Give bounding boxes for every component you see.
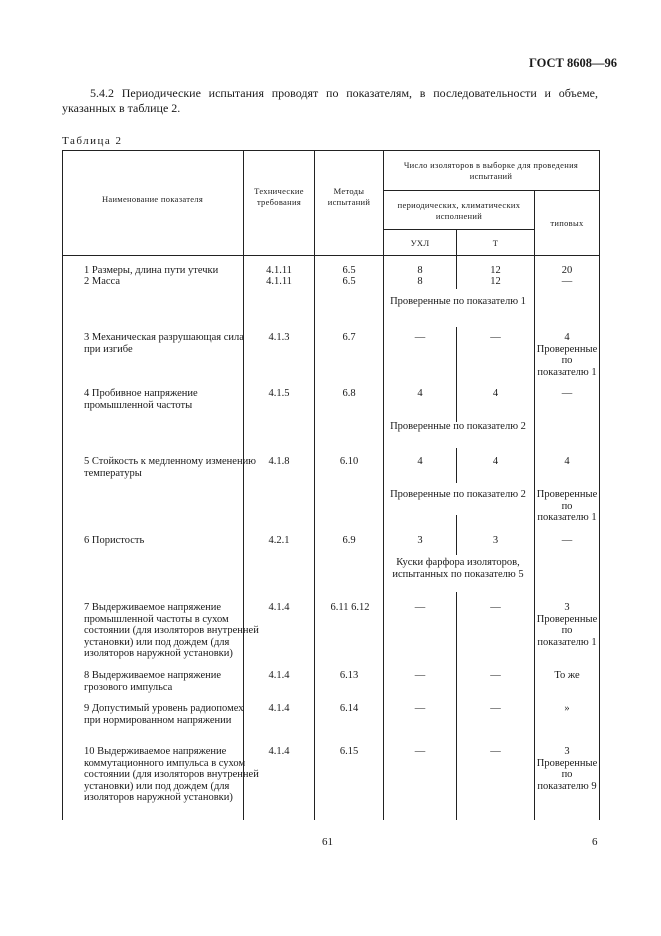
header-type: типовых bbox=[550, 218, 584, 228]
row-name: 4 Пробивное напряжение промышленной частоты bbox=[84, 388, 198, 411]
row-type: То же bbox=[554, 670, 580, 681]
row-uhl: — bbox=[414, 670, 426, 681]
row-type: — bbox=[561, 388, 573, 399]
row-t: — bbox=[490, 670, 501, 681]
row-t: 12 bbox=[490, 276, 501, 287]
row-method: 6.8 bbox=[342, 388, 356, 399]
row-type: » bbox=[564, 703, 570, 714]
row-tech: 4.1.4 bbox=[268, 746, 290, 757]
row-t: 4 bbox=[492, 388, 499, 399]
row-method: 6.9 bbox=[342, 535, 356, 546]
header-t: Т bbox=[492, 238, 499, 248]
note-r6: Проверенные по показателю 2 bbox=[390, 489, 526, 500]
row-t: — bbox=[490, 332, 501, 343]
row-uhl: 8 bbox=[417, 265, 423, 276]
row-name: 1 Размеры, длина пути утечки bbox=[84, 265, 219, 276]
row-name: 6 Пористость bbox=[84, 535, 145, 546]
header-tech: Технические требования bbox=[254, 186, 304, 207]
header-periodic: периодических, климатических исполнений bbox=[397, 200, 521, 221]
row-tech: 4.1.4 bbox=[268, 703, 290, 714]
row-t: 12 bbox=[490, 265, 501, 276]
row-name: 2 Масса bbox=[84, 276, 120, 287]
row-type: 3 Проверенные по показателю 9 bbox=[536, 746, 598, 792]
row-t: — bbox=[490, 602, 501, 613]
row-method: 6.13 bbox=[339, 670, 359, 681]
note-r6-type: Проверенные по показателю 1 bbox=[536, 489, 598, 523]
row-uhl: 4 bbox=[417, 388, 423, 399]
note-r5: Проверенные по показателю 2 bbox=[390, 421, 526, 432]
row-method: 6.10 bbox=[339, 456, 359, 467]
row-uhl: 8 bbox=[417, 276, 423, 287]
row-type: — bbox=[561, 276, 573, 287]
header-name: Наименование показателя bbox=[101, 194, 204, 204]
row-t: 4 bbox=[492, 456, 499, 467]
row-name: 8 Выдерживаемое напряжение грозового импульса bbox=[84, 670, 222, 693]
row-tech: 4.1.3 bbox=[268, 332, 290, 343]
row-type: 20 bbox=[561, 265, 573, 276]
row-method: 6.7 bbox=[342, 332, 356, 343]
row-uhl: — bbox=[414, 332, 426, 343]
row-tech: 4.1.8 bbox=[268, 456, 290, 467]
row-type: 4 bbox=[564, 456, 570, 467]
row-method: 6.5 bbox=[342, 265, 356, 276]
row-uhl: — bbox=[414, 703, 426, 714]
row-tech: 4.1.11 bbox=[266, 265, 292, 276]
row-uhl: 3 bbox=[417, 535, 423, 546]
row-method: 6.15 bbox=[339, 746, 359, 757]
note-r3: Проверенные по показателю 1 bbox=[390, 296, 526, 307]
row-name: 10 Выдерживаемое напряжение коммутационного импульса в сухом состоянии (для изоляторов внутренней установки) или под дождем (для изоляторов наружной установки) bbox=[84, 746, 259, 803]
row-tech: 4.1.5 bbox=[268, 388, 290, 399]
row-method: 6.14 bbox=[339, 703, 359, 714]
row-uhl: — bbox=[414, 746, 426, 757]
row-type: 4 Проверенные по показателю 1 bbox=[536, 332, 598, 378]
row-tech: 4.1.4 bbox=[268, 670, 290, 681]
row-method: 6.11 6.12 bbox=[330, 602, 370, 613]
page-number-center: 61 bbox=[322, 836, 333, 848]
table-caption: Таблица 2 bbox=[62, 135, 123, 147]
row-tech: 4.2.1 bbox=[268, 535, 290, 546]
standard-number: ГОСТ 8608—96 bbox=[528, 56, 617, 70]
row-uhl: 4 bbox=[417, 456, 423, 467]
row-tech: 4.1.11 bbox=[266, 276, 292, 287]
header-methods: Методы испытаний bbox=[327, 186, 371, 207]
row-name: 3 Механическая разрушающая сила при изгибе bbox=[84, 332, 244, 355]
page-number-right: 6 bbox=[592, 836, 598, 848]
header-count: Число изоляторов в выборке для проведения испытаний bbox=[403, 160, 579, 181]
row-tech: 4.1.4 bbox=[268, 602, 290, 613]
paragraph-text: 5.4.2 Периодические испытания проводят по показателям, в последовательности и объеме, указанных в таблице 2. bbox=[62, 86, 598, 115]
note-r7: Куски фарфора изоляторов, испытанных по показателю 5 bbox=[392, 557, 524, 580]
row-type: 3 Проверенные по показателю 1 bbox=[536, 602, 598, 648]
row-type: — bbox=[561, 535, 573, 546]
header-uhl: УХЛ bbox=[410, 238, 430, 248]
row-name: 9 Допустимый уровень радиопомех при нормированном напряжении bbox=[84, 703, 244, 726]
row-name: 5 Стойкость к медленному изменению температуры bbox=[84, 456, 257, 479]
row-name: 7 Выдерживаемое напряжение промышленной частоты в сухом состоянии (для изоляторов внутренней установки) или под дождем (для изоляторов наружной установки) bbox=[84, 602, 259, 659]
row-t: — bbox=[490, 746, 501, 757]
row-method: 6.5 bbox=[342, 276, 356, 287]
row-t: 3 bbox=[492, 535, 499, 546]
row-t: — bbox=[490, 703, 501, 714]
row-uhl: — bbox=[414, 602, 426, 613]
